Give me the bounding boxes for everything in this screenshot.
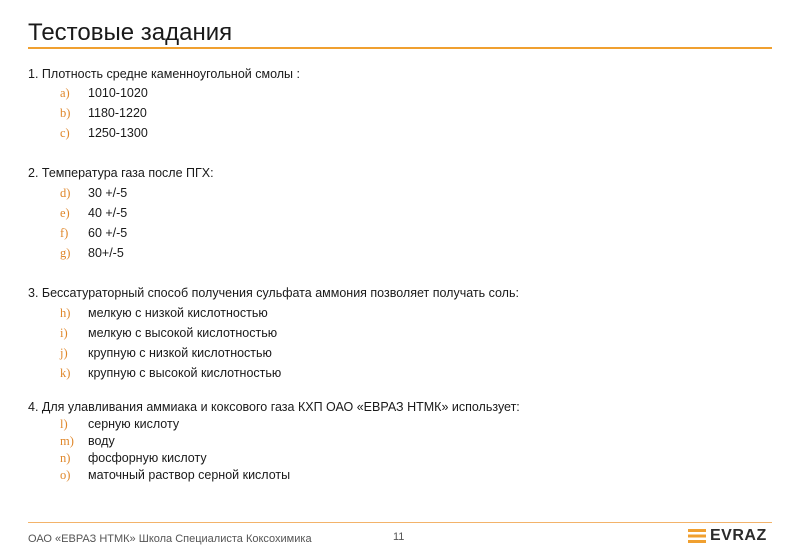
footer-organization: ОАО «ЕВРАЗ НТМК» Школа Специалиста Коксохимика	[28, 533, 312, 545]
option-letter: h)	[60, 306, 71, 320]
evraz-logo-text: EVRAZ	[710, 527, 767, 544]
option-text: 1250-1300	[88, 126, 148, 140]
option-text: крупную с высокой кислотностью	[88, 366, 282, 380]
option-text: 40 +/-5	[88, 206, 128, 220]
option-letter: d)	[60, 186, 71, 200]
page-number: 11	[393, 531, 405, 543]
option-text: фосфорную кислоту	[88, 451, 207, 465]
option-text: воду	[88, 434, 115, 448]
option-letter: f)	[60, 226, 69, 240]
option-text: мелкую с высокой кислотностью	[88, 326, 278, 340]
option-text: 1010-1020	[88, 86, 148, 100]
option-letter: i)	[60, 326, 68, 340]
option-text: 80+/-5	[88, 246, 124, 260]
evraz-logo-mark-icon	[688, 529, 706, 543]
option-letter: n)	[60, 451, 71, 465]
option-letter: m)	[60, 434, 74, 448]
option-letter: g)	[60, 246, 71, 260]
option-letter: c)	[60, 126, 70, 140]
question-2: 2. Температура газа после ПГХ:	[28, 166, 214, 180]
question-4: 4. Для улавливания аммиака и коксового газа КХП ОАО «ЕВРАЗ НТМК» использует:	[28, 400, 520, 414]
evraz-logo	[688, 527, 767, 545]
option-letter: l)	[60, 417, 68, 431]
option-text: мелкую с низкой кислотностью	[88, 306, 268, 320]
option-text: маточный раствор серной кислоты	[88, 468, 291, 482]
option-text: 30 +/-5	[88, 186, 128, 200]
option-text: 60 +/-5	[88, 226, 128, 240]
question-3: 3. Бессатураторный способ получения сульфата аммония позволяет получать соль:	[28, 286, 519, 300]
option-letter: a)	[60, 86, 70, 100]
option-text: серную кислоту	[88, 417, 180, 431]
option-letter: j)	[60, 346, 68, 360]
option-letter: k)	[60, 366, 71, 380]
question-1: 1. Плотность средне каменноугольной смолы :	[28, 67, 300, 81]
slide-title: Тестовые задания	[28, 19, 233, 46]
option-letter: e)	[60, 206, 70, 220]
option-letter: b)	[60, 106, 71, 120]
option-letter: o)	[60, 468, 71, 482]
option-text: крупную с низкой кислотностью	[88, 346, 272, 360]
option-text: 1180-1220	[88, 106, 147, 120]
title-divider	[28, 47, 772, 49]
footer-divider	[28, 522, 772, 523]
